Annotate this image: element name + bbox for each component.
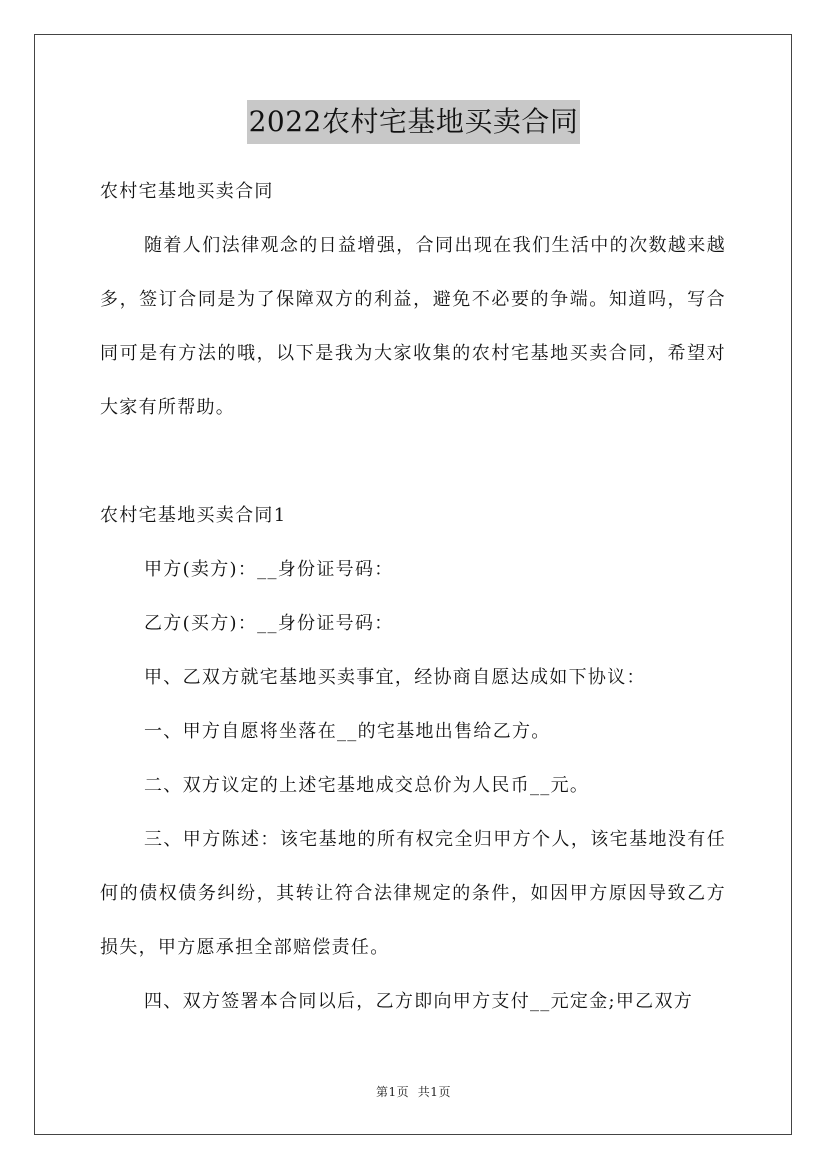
title-wrapper: [0, 100, 827, 144]
agreement-intro: 甲、乙双方就宅基地买卖事宜，经协商自愿达成如下协议：: [144, 667, 646, 688]
intro-paragraph: 随着人们法律观念的日益增强，合同出现在我们生活中的次数越来越多，签订合同是为了保障双方的利益，避免不必要的争端。知道吗，写合同可是有方法的哦，以下是我为大家收集的农村宅基地买卖合同，希望对大家有所帮助。: [100, 235, 726, 418]
section-heading: 农村宅基地买卖合同1: [100, 505, 287, 526]
page-footer: [0, 1083, 827, 1101]
clause-1: 一、甲方自愿将坐落在__的宅基地出售给乙方。: [144, 721, 551, 742]
party-a-line: 甲方(卖方)：__身份证号码：: [144, 559, 394, 580]
clause-3: 三、甲方陈述：该宅基地的所有权完全归甲方个人，该宅基地没有任何的债权债务纠纷，其转让符合法律规定的条件，如因甲方原因导致乙方损失，甲方愿承担全部赔偿责任。: [100, 829, 726, 958]
clause-4: 四、双方签署本合同以后，乙方即向甲方支付__元定金;甲乙双方: [144, 991, 694, 1012]
paragraph-spacer: [100, 435, 726, 489]
clause-2: 二、双方议定的上述宅基地成交总价为人民币__元。: [144, 775, 590, 796]
page-number: 第1页 共1页: [376, 1085, 451, 1099]
document-body: [100, 165, 726, 1029]
document-title: 2022农村宅基地买卖合同: [247, 100, 581, 144]
document-subtitle: 农村宅基地买卖合同: [100, 181, 274, 202]
party-b-line: 乙方(买方)：__身份证号码：: [144, 613, 394, 634]
